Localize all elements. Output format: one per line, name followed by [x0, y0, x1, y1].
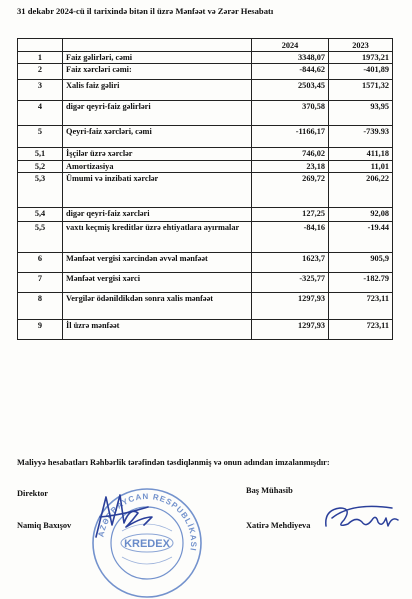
row-label-cell: Vergilər ödənildikdən sonra xalis mənfəət	[63, 293, 252, 320]
header-cell-number	[18, 39, 63, 52]
row-label-cell: Mənfəət vergisi xərcindən əvvəl mənfəət	[63, 253, 252, 273]
table-row	[18, 52, 393, 64]
row-label-cell: İl üzrə mənfəət	[63, 320, 252, 340]
director-name: Namiq Baxışov	[17, 521, 72, 530]
value-2024-cell: 23,18	[252, 161, 329, 173]
row-number-cell: 5,4	[18, 208, 63, 222]
row-number-cell: 9	[18, 320, 63, 340]
row-label-cell: Faiz xərcləri cəmi:	[63, 64, 252, 80]
row-label-cell: Ümumi və inzibati xərclər	[63, 173, 252, 208]
row-number-cell: 5,3	[18, 173, 63, 208]
header-cell-2023: 2023	[329, 39, 393, 52]
row-label-cell: Mənfəət vergisi xərci	[63, 273, 252, 293]
table-row	[18, 80, 393, 101]
row-label-cell: Amortizasiya	[63, 161, 252, 173]
table-row	[18, 161, 393, 173]
table-row	[18, 64, 393, 80]
table-row	[18, 320, 393, 340]
row-number-cell: 2	[18, 64, 63, 80]
director-title: Direktor	[17, 489, 49, 498]
stamp-ring-text: AZƏRBAYCAN RESPUBLİKASI	[96, 491, 199, 553]
row-label-cell: İşçilər üzrə xərclər	[63, 148, 252, 161]
value-2023-cell: -182.79	[329, 273, 393, 293]
value-2024-cell: 370,58	[252, 101, 329, 126]
value-2024-cell: 746,02	[252, 148, 329, 161]
table-row	[18, 173, 393, 208]
table-row	[18, 273, 393, 293]
director-signature	[82, 487, 162, 547]
row-number-cell: 4	[18, 101, 63, 126]
row-label-cell: Faiz gəlirləri, cəmi	[63, 52, 252, 64]
table-row	[18, 253, 393, 273]
value-2024-cell: -1166,17	[252, 126, 329, 148]
row-number-cell: 5,2	[18, 161, 63, 173]
table-row	[18, 222, 393, 253]
report-title: 31 dekabr 2024-cü il tarixində bitən il üzrə Mənfəət və Zərər Hesabatı	[17, 6, 274, 16]
value-2024-cell: 1623,7	[252, 253, 329, 273]
table-row	[18, 208, 393, 222]
row-label-cell: vaxtı keçmiş kreditlər üzrə ehtiyatlara ayırmalar	[63, 222, 252, 253]
value-2023-cell: 411,18	[329, 148, 393, 161]
row-number-cell: 7	[18, 273, 63, 293]
value-2023-cell: 723,11	[329, 293, 393, 320]
value-2024-cell: 3348,07	[252, 52, 329, 64]
row-number-cell: 6	[18, 253, 63, 273]
value-2024-cell: 269,72	[252, 173, 329, 208]
row-label-cell: digər qeyri-faiz gəlirləri	[63, 101, 252, 126]
value-2023-cell: 92,08	[329, 208, 393, 222]
value-2024-cell: -844,62	[252, 64, 329, 80]
value-2023-cell: 1571,32	[329, 80, 393, 101]
row-label-cell: Xalis faiz gəliri	[63, 80, 252, 101]
value-2024-cell: -84,16	[252, 222, 329, 253]
table-header-row	[18, 39, 393, 52]
value-2024-cell: 1297,93	[252, 320, 329, 340]
chief-accountant-name: Xatirə Mehdiyeva	[246, 521, 311, 530]
row-number-cell: 1	[18, 52, 63, 64]
header-cell-2024: 2024	[252, 39, 329, 52]
value-2023-cell: -401,89	[329, 64, 393, 80]
value-2023-cell: 905,9	[329, 253, 393, 273]
value-2024-cell: 2503,45	[252, 80, 329, 101]
table-body	[18, 39, 393, 340]
table-row	[18, 101, 393, 126]
value-2024-cell: 127,25	[252, 208, 329, 222]
row-label-cell: Qeyri-faiz xərcləri, cəmi	[63, 126, 252, 148]
value-2023-cell: 1973,21	[329, 52, 393, 64]
value-2023-cell: 723,11	[329, 320, 393, 340]
value-2023-cell: -739.93	[329, 126, 393, 148]
chief-accountant-title: Baş Mühasib	[246, 486, 293, 495]
row-number-cell: 3	[18, 80, 63, 101]
value-2024-cell: -325,77	[252, 273, 329, 293]
value-2024-cell: 1297,93	[252, 293, 329, 320]
stamp-center-text: KREDEX	[124, 538, 170, 550]
row-label-cell: digər qeyri-faiz xərcləri	[63, 208, 252, 222]
chief-accountant-signature	[322, 498, 404, 540]
row-number-cell: 5,1	[18, 148, 63, 161]
value-2023-cell: 206,22	[329, 173, 393, 208]
row-number-cell: 8	[18, 293, 63, 320]
row-number-cell: 5	[18, 126, 63, 148]
value-2023-cell: -19.44	[329, 222, 393, 253]
row-number-cell: 5,5	[18, 222, 63, 253]
value-2023-cell: 11,01	[329, 161, 393, 173]
value-2023-cell: 93,95	[329, 101, 393, 126]
approval-statement: Maliyyə hesabatları Rəhbərlik tərəfindən təsdiqlənmiş və onun adından imzalanmışdır:	[17, 458, 330, 467]
header-cell-description	[63, 39, 252, 52]
income-statement-table	[17, 38, 393, 340]
table-row	[18, 293, 393, 320]
table-row	[18, 126, 393, 148]
table-row	[18, 148, 393, 161]
